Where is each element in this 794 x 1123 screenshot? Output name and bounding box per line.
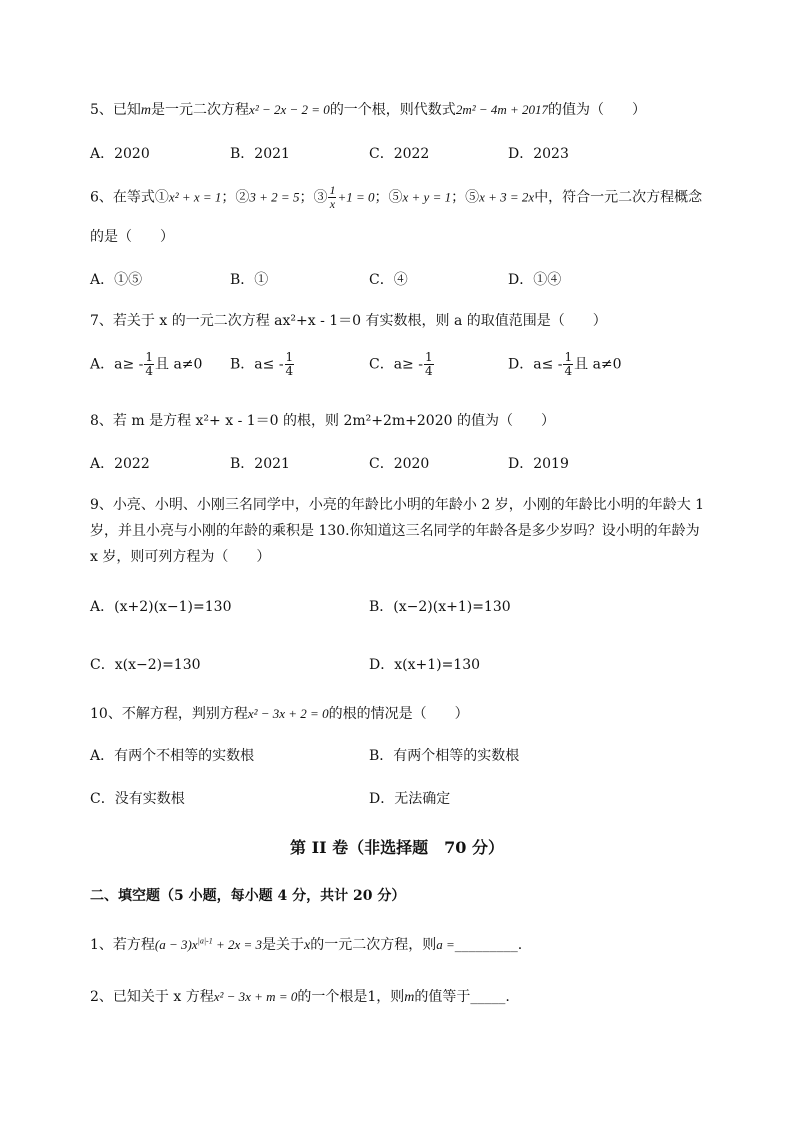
part-2-title: 第 II 卷（非选择题 70 分） bbox=[290, 838, 504, 857]
q7-b-pre: B．a≤ - bbox=[230, 356, 284, 373]
question-8-stem: 8、若 m 是方程 x²+ x - 1＝0 的根，则 2m²+2m+2020 的值为（ ） bbox=[90, 413, 555, 429]
q5-text-b: 是一元二次方程 bbox=[151, 102, 250, 118]
q5-option-b: B．2021 bbox=[230, 146, 290, 162]
q6-frac-num: 1 bbox=[329, 183, 336, 197]
question-9-line2: 岁，并且小亮与小刚的年龄的乘积是 130.你知道这三名同学的年龄各是多少岁吗？设小明的年龄为 bbox=[90, 523, 700, 539]
q8-option-a: A．2022 bbox=[90, 456, 150, 472]
f2-var-m: m bbox=[404, 990, 415, 1005]
q8-option-c: C．2020 bbox=[369, 456, 430, 472]
f2-text-a: 2、已知关于 x 方程 bbox=[90, 989, 214, 1005]
q7-a-post: 且 a≠0 bbox=[155, 356, 203, 373]
q8-option-b: B．2021 bbox=[230, 456, 290, 472]
q6-option-c: C．④ bbox=[369, 272, 408, 288]
f1-var-x: x bbox=[304, 938, 311, 953]
q7-d-den: 4 bbox=[564, 364, 573, 378]
question-9-line3: x 岁，则可列方程为（ ） bbox=[90, 549, 271, 565]
q7-c-num: 1 bbox=[424, 350, 433, 364]
fill-question-2 bbox=[90, 986, 510, 1006]
q5-option-a: A．2020 bbox=[90, 146, 150, 162]
fill-question-1 bbox=[90, 934, 522, 954]
q6-sep-1: ；② bbox=[221, 189, 250, 206]
q5-text-c: 的一个根，则代数式 bbox=[329, 102, 456, 118]
q6-eq-4: x + y = 1 bbox=[402, 189, 452, 205]
q7-a-num: 1 bbox=[145, 350, 154, 364]
q9-option-d: D．x(x+1)=130 bbox=[369, 657, 481, 673]
f1-text-a: 1、若方程 bbox=[90, 937, 155, 953]
q6-eq-5: x + 3 = 2x bbox=[479, 189, 535, 205]
q10-option-a: A．有两个不相等的实数根 bbox=[90, 748, 255, 764]
q5-expression: 2m² − 4m + 2017 bbox=[455, 102, 549, 117]
q7-c-pre: C．a≥ - bbox=[369, 356, 423, 373]
q6-stem-line2: 的是（ ） bbox=[90, 229, 174, 245]
q9-option-b: B．(x−2)(x+1)=130 bbox=[369, 599, 511, 615]
q5-option-c: C．2022 bbox=[369, 146, 430, 162]
q6-eq-3-rest: +1 = 0 bbox=[337, 189, 375, 205]
q5-text-a: 5、已知 bbox=[90, 102, 141, 118]
q7-d-pre: D．a≤ - bbox=[508, 356, 563, 373]
f1-answer-blank[interactable]: _________. bbox=[454, 937, 523, 953]
q6-sep-4: ；⑤ bbox=[451, 189, 480, 206]
q7-b-num: 1 bbox=[285, 350, 294, 364]
q7-c-fraction bbox=[424, 351, 434, 378]
f1-text-c: 的一元二次方程，则 bbox=[310, 937, 437, 953]
q6-eq-2: 3 + 2 = 5 bbox=[249, 189, 300, 205]
section-2-title: 二、填空题（5 小题，每小题 4 分，共计 20 分） bbox=[90, 888, 406, 904]
q6-frac-den: x bbox=[329, 197, 336, 211]
q6-sep-2: ；③ bbox=[299, 189, 328, 206]
q7-option-c bbox=[369, 351, 435, 378]
f2-text-b: 的一个根是1，则 bbox=[297, 989, 405, 1005]
f1-eq-exponent: |a|-1 bbox=[197, 936, 213, 946]
q7-a-pre: A．a≥ - bbox=[90, 356, 144, 373]
q10-option-d: D．无法确定 bbox=[369, 791, 451, 807]
q7-c-den: 4 bbox=[424, 364, 433, 378]
q7-option-d bbox=[508, 351, 622, 378]
question-5-stem bbox=[90, 99, 646, 119]
f1-eq-rest: + 2x = 3 bbox=[212, 937, 263, 952]
f2-equation: x² − 3x + m = 0 bbox=[213, 989, 298, 1004]
f2-text-c: 的值等于 bbox=[414, 989, 471, 1005]
q6-fraction bbox=[328, 184, 336, 211]
q6-text-b: 中，符合一元二次方程概念 bbox=[534, 189, 703, 206]
q6-sep-3: ；⑤ bbox=[374, 189, 403, 206]
q6-option-a: A．①⑤ bbox=[90, 272, 143, 288]
q5-option-d: D．2023 bbox=[508, 146, 569, 162]
f2-answer-blank[interactable]: _____. bbox=[470, 989, 510, 1005]
f1-eq-base: (a − 3)x bbox=[154, 937, 198, 952]
q7-b-fraction bbox=[285, 351, 295, 378]
f1-text-b: 是关于 bbox=[262, 937, 305, 953]
q5-equation: x² − 2x − 2 = 0 bbox=[249, 102, 330, 117]
q6-eq-1: x² + x = 1 bbox=[168, 189, 222, 205]
q5-var-m: m bbox=[140, 103, 152, 118]
q7-option-a bbox=[90, 351, 202, 378]
q6-option-b: B．① bbox=[230, 272, 269, 288]
q7-option-b bbox=[230, 351, 295, 378]
q7-a-den: 4 bbox=[145, 364, 154, 378]
q7-d-fraction bbox=[563, 351, 573, 378]
q7-b-den: 4 bbox=[285, 364, 294, 378]
q6-option-d: D．①④ bbox=[508, 272, 562, 288]
q10-option-c: C．没有实数根 bbox=[90, 791, 185, 807]
q10-text-a: 10、不解方程，判别方程 bbox=[90, 706, 248, 722]
q7-d-post: 且 a≠0 bbox=[574, 356, 622, 373]
q9-option-c: C．x(x−2)=130 bbox=[90, 657, 201, 673]
f1-var-a: a = bbox=[436, 937, 455, 952]
question-6-stem bbox=[90, 184, 702, 211]
q6-text-a: 6、在等式① bbox=[90, 189, 169, 206]
q5-text-d: 的值为（ ） bbox=[548, 102, 647, 118]
q10-text-b: 的根的情况是（ ） bbox=[328, 706, 469, 722]
q7-a-fraction bbox=[144, 351, 154, 378]
q7-d-num: 1 bbox=[564, 350, 573, 364]
question-7-stem: 7、若关于 x 的一元二次方程 ax²+x - 1＝0 有实数根，则 a 的取值范围是（ ） bbox=[90, 313, 607, 329]
q8-option-d: D．2019 bbox=[508, 456, 569, 472]
question-10-stem bbox=[90, 703, 469, 723]
q9-option-a: A．(x+2)(x−1)=130 bbox=[90, 599, 232, 615]
q10-equation: x² − 3x + 2 = 0 bbox=[247, 706, 329, 721]
question-9-line1: 9、小亮、小明、小刚三名同学中，小亮的年龄比小明的年龄小 2 岁，小刚的年龄比小明的年龄大 1 bbox=[90, 497, 705, 513]
q10-option-b: B．有两个相等的实数根 bbox=[369, 748, 520, 764]
